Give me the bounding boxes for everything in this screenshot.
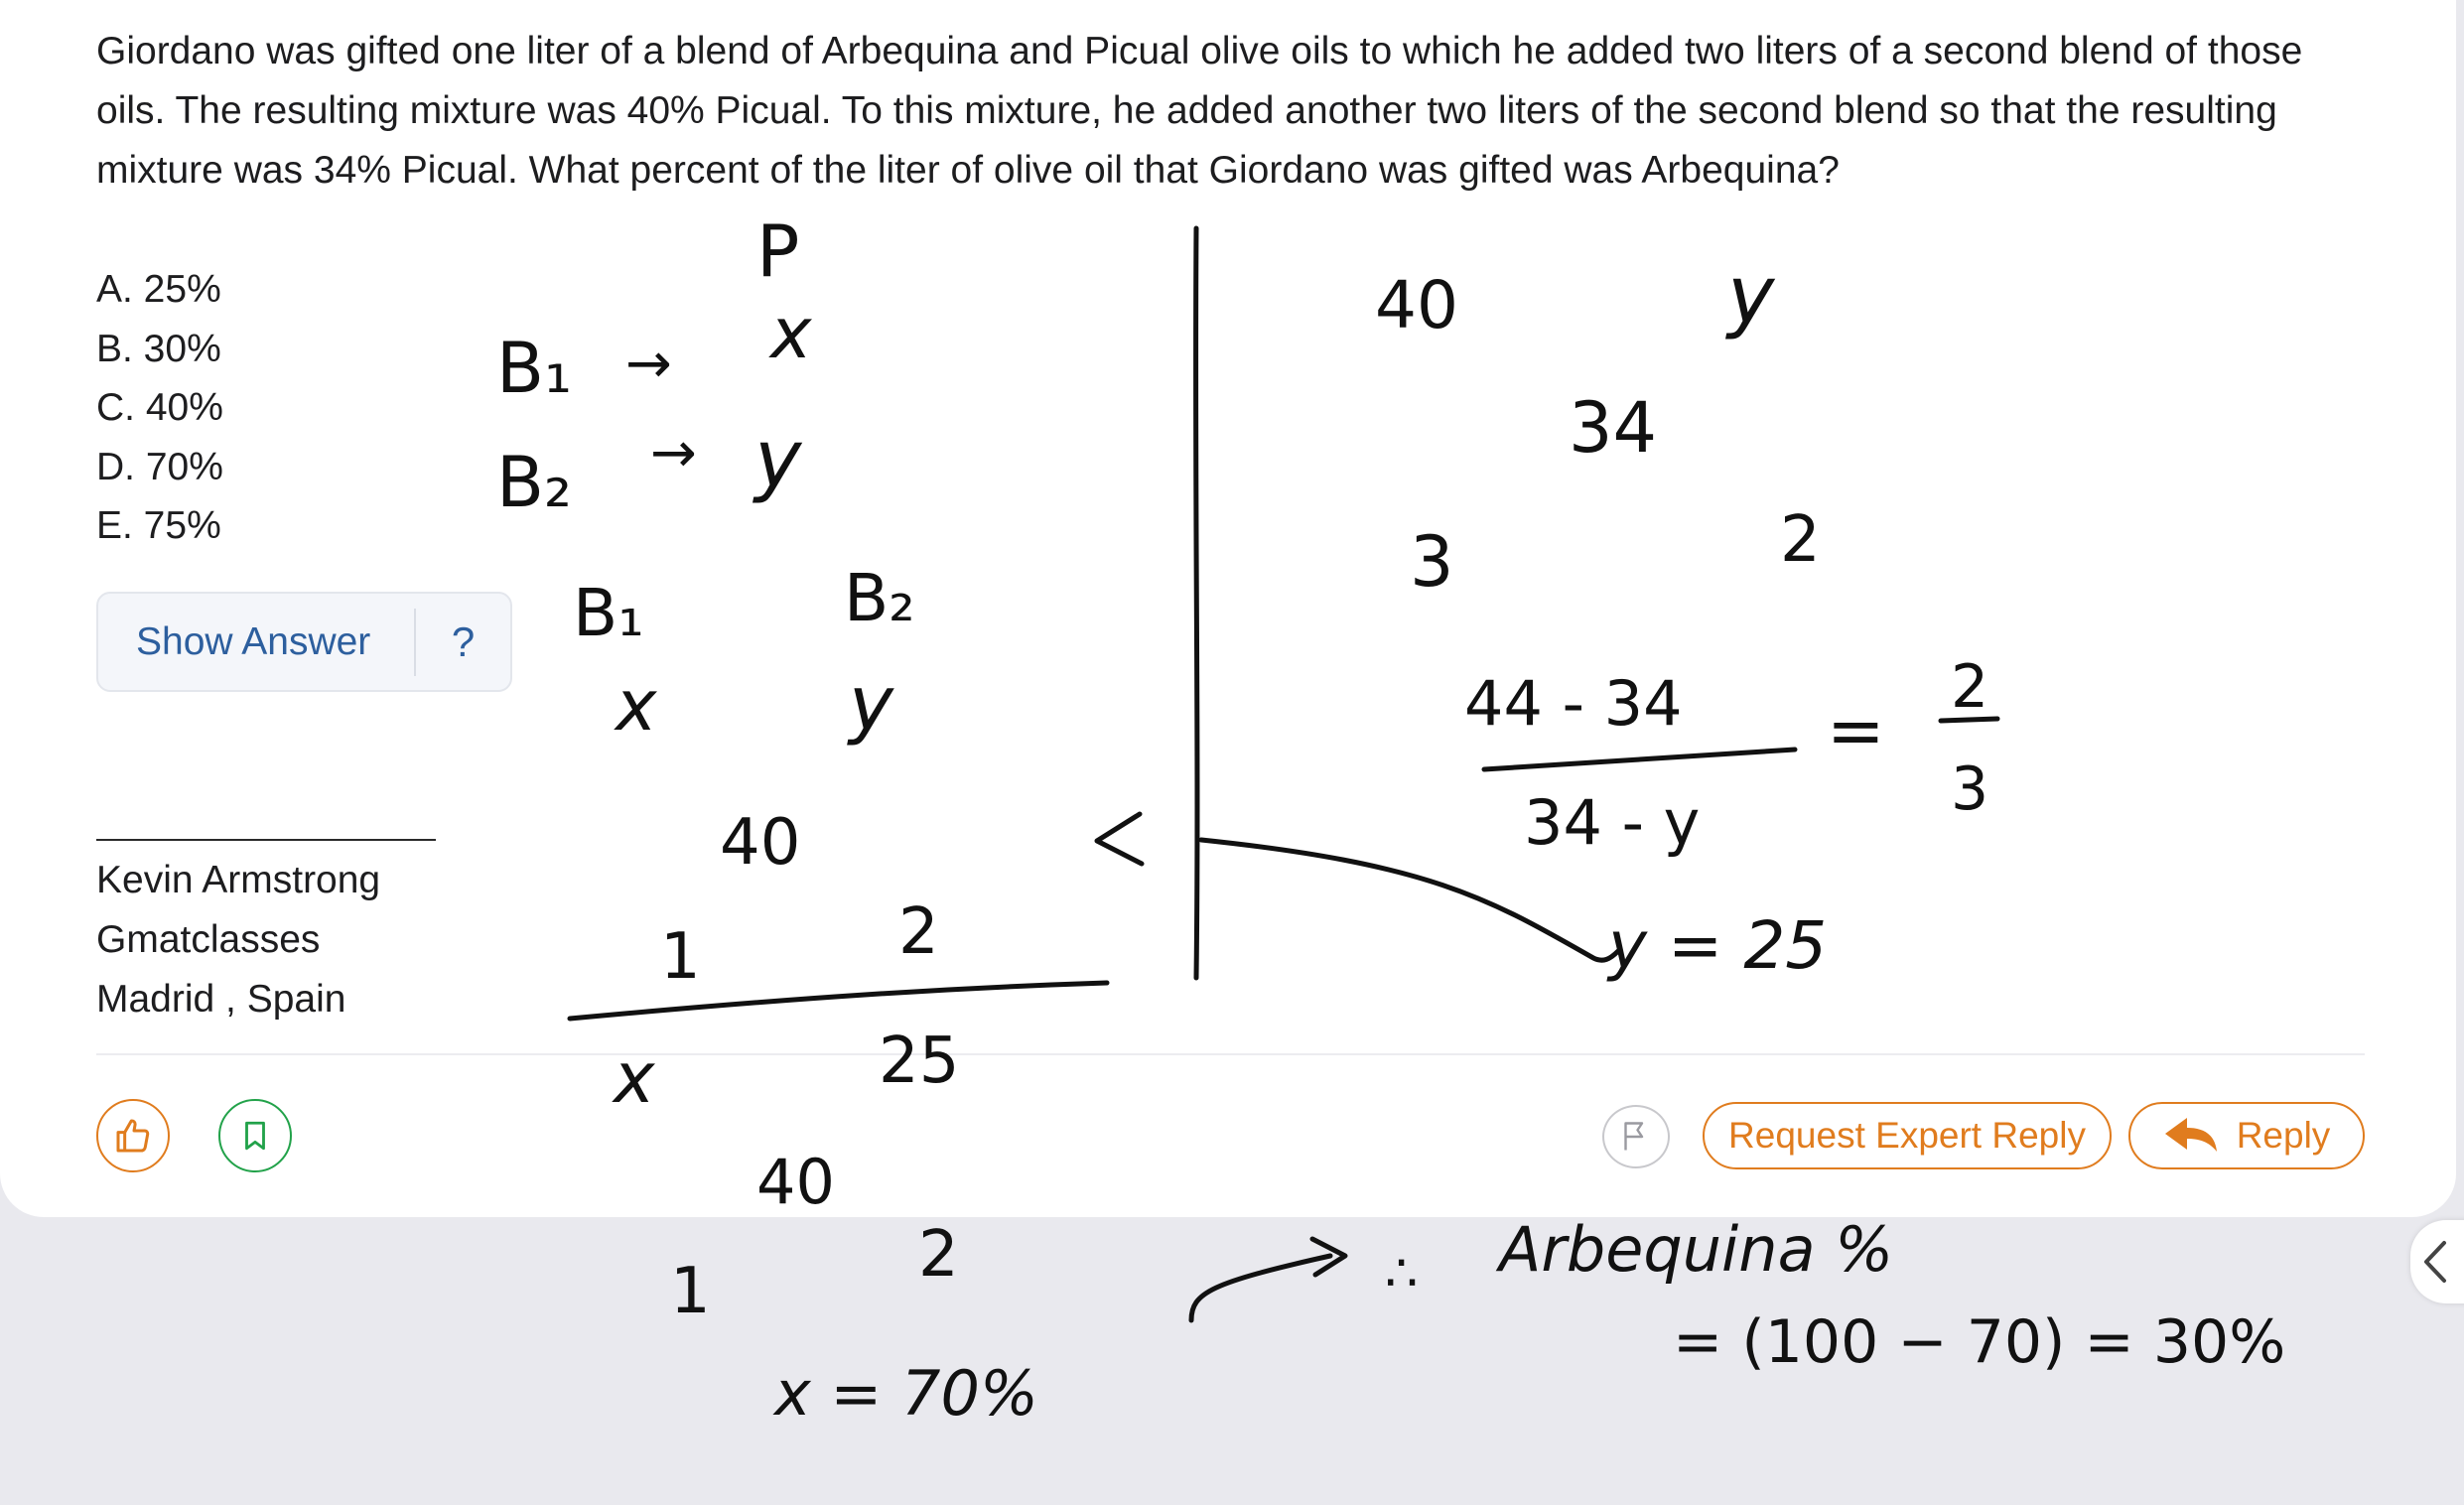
flag-icon [1618,1119,1654,1155]
reply-arrow-icon [2163,1116,2219,1156]
hw-2-a: 2 [898,895,939,969]
hw-1-b: 1 [670,1255,711,1328]
hw-result-arrow [1191,1256,1330,1320]
hw-frac2-denominator: 3 [1951,754,1989,824]
hw-frac2-numerator: 2 [1951,652,1989,722]
hw-y-1: y [754,413,802,505]
chevron-left-icon [2420,1239,2450,1285]
bookmark-icon [238,1119,272,1153]
hw-2-b: 2 [918,1218,959,1292]
hw-r-3: 3 [1410,521,1454,603]
question-text: Giordano was gifted one liter of a blend of Arbequina and Picual olive oils to which he added two liters of a second blend of those oils. The resulting mixture was 40% Picual. To this mixture, he added another two liters of the second blend so that the resulting mixture was 34% Picual. What percent of the liter of olive oil that Giordano was gifted was Arbequina? [96,30,2303,192]
hw-x-1: x [770,293,812,374]
side-panel-toggle[interactable] [2410,1220,2464,1303]
signature-name: Kevin Armstrong [96,859,381,901]
signature-org: Gmatclasses [96,918,321,961]
signature [96,851,380,1029]
hw-25: 25 [879,1025,960,1098]
reply-label: Reply [2236,1115,2331,1156]
hw-r-y: y [1727,249,1775,342]
hw-r-40: 40 [1375,267,1458,343]
hw-p-header: P [756,209,800,293]
answer-options [96,260,223,556]
signature-rule [96,839,436,841]
signature-location: Madrid , Spain [96,978,346,1021]
hw-therefore: ∴ [1385,1244,1419,1303]
hw-calc: = (100 − 70) = 30% [1673,1307,2286,1377]
like-button[interactable] [96,1099,170,1172]
hw-b1-b: B₁ [573,575,644,651]
actions-divider [96,1053,2365,1055]
hw-arbequina-label: Arbequina % [1499,1213,1894,1286]
option-d: D. 70% [96,445,223,488]
request-expert-reply-button[interactable]: Request Expert Reply [1703,1102,2112,1169]
option-a: A. 25% [96,268,221,311]
hw-x-equation: x = 70% [774,1357,1038,1430]
hw-equals: = [1827,690,1885,771]
flag-button[interactable] [1602,1105,1670,1168]
hw-result-arrowhead [1312,1239,1345,1275]
hw-r-34: 34 [1569,387,1658,469]
bookmark-button[interactable] [218,1099,292,1172]
hw-y-2: y [849,659,893,748]
hw-r-2: 2 [1780,503,1821,577]
reply-button[interactable] [2128,1102,2365,1169]
hw-1-a: 1 [660,920,701,994]
hw-b2: B₂ [496,442,573,523]
hw-y-equation: y = 25 [1608,907,1828,984]
hw-frac-numerator: 44 - 34 [1464,667,1683,740]
thumbs-up-icon [113,1116,153,1156]
option-c: C. 40% [96,386,223,429]
show-answer-button[interactable]: Show Answer [136,619,371,663]
hw-40-a: 40 [720,806,801,880]
option-e: E. 75% [96,504,221,547]
hw-frac-denominator: 34 - y [1524,786,1701,859]
hw-x-2: x [616,665,657,747]
hw-b1: B₁ [496,328,573,409]
hw-x-3: x [614,1037,655,1119]
hw-40-b: 40 [756,1146,835,1218]
help-button[interactable]: ? [451,617,476,665]
hw-arrow-2: → [650,421,697,485]
show-answer-control[interactable] [96,592,512,692]
hw-b2-b: B₂ [844,560,915,636]
option-b: B. 30% [96,327,221,370]
hw-arrow-1: → [625,332,672,396]
